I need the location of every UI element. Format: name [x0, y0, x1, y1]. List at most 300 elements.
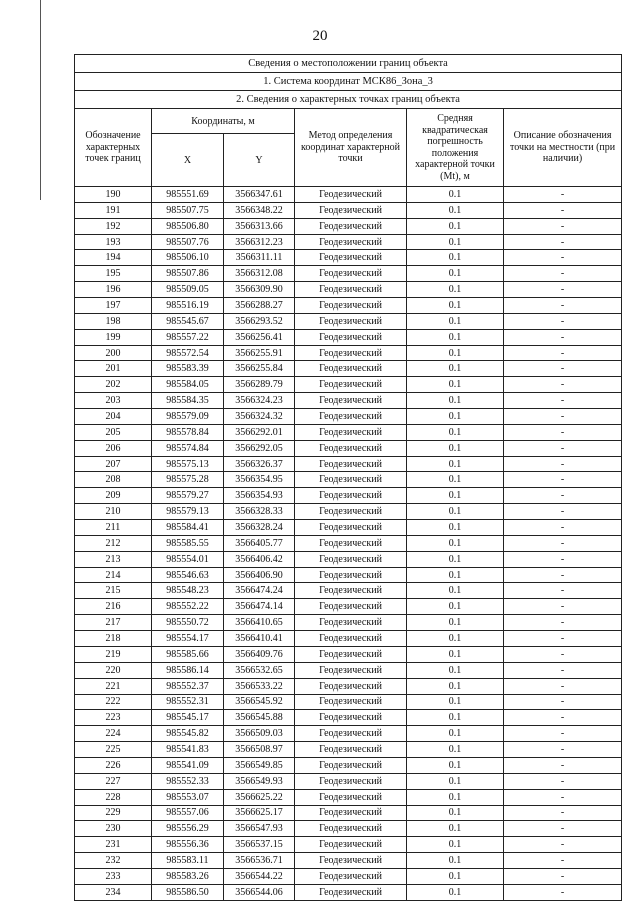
coord-y-cell: 3566544.22: [224, 868, 295, 884]
error-cell: 0.1: [407, 202, 504, 218]
coord-x-cell: 985541.09: [152, 757, 224, 773]
error-cell: 0.1: [407, 345, 504, 361]
point-number-cell: 230: [75, 821, 152, 837]
error-cell: 0.1: [407, 710, 504, 726]
coord-y-cell: 3566410.65: [224, 615, 295, 631]
coord-x-cell: 985507.86: [152, 266, 224, 282]
coord-x-cell: 985552.31: [152, 694, 224, 710]
method-cell: Геодезический: [295, 345, 407, 361]
coord-x-cell: 985572.54: [152, 345, 224, 361]
coord-y-cell: 3566354.93: [224, 488, 295, 504]
coord-y-cell: 3566328.24: [224, 520, 295, 536]
method-cell: Геодезический: [295, 853, 407, 869]
table-row: [75, 853, 622, 869]
method-cell: Геодезический: [295, 488, 407, 504]
table-title: Сведения о местоположении границ объекта: [75, 55, 622, 73]
description-cell: -: [504, 250, 622, 266]
error-cell: 0.1: [407, 424, 504, 440]
point-number-cell: 223: [75, 710, 152, 726]
error-cell: 0.1: [407, 472, 504, 488]
point-number-cell: 213: [75, 551, 152, 567]
error-cell: 0.1: [407, 599, 504, 615]
coord-x-cell: 985584.35: [152, 393, 224, 409]
error-cell: 0.1: [407, 440, 504, 456]
description-cell: -: [504, 520, 622, 536]
table-row: [75, 456, 622, 472]
error-cell: 0.1: [407, 567, 504, 583]
table-row: [75, 440, 622, 456]
error-cell: 0.1: [407, 409, 504, 425]
table-row: [75, 393, 622, 409]
method-cell: Геодезический: [295, 599, 407, 615]
table-row: [75, 488, 622, 504]
description-cell: -: [504, 409, 622, 425]
description-cell: -: [504, 440, 622, 456]
coord-y-cell: 3566324.23: [224, 393, 295, 409]
description-cell: -: [504, 345, 622, 361]
method-cell: Геодезический: [295, 757, 407, 773]
coord-y-cell: 3566347.61: [224, 187, 295, 203]
error-cell: 0.1: [407, 282, 504, 298]
coord-y-cell: 3566625.17: [224, 805, 295, 821]
description-cell: -: [504, 313, 622, 329]
description-cell: -: [504, 662, 622, 678]
coord-x-cell: 985556.36: [152, 837, 224, 853]
method-cell: Геодезический: [295, 187, 407, 203]
description-cell: -: [504, 821, 622, 837]
method-cell: Геодезический: [295, 631, 407, 647]
point-number-cell: 195: [75, 266, 152, 282]
method-cell: Геодезический: [295, 535, 407, 551]
table-row: [75, 837, 622, 853]
coord-x-cell: 985584.41: [152, 520, 224, 536]
point-number-cell: 190: [75, 187, 152, 203]
point-number-cell: 210: [75, 504, 152, 520]
method-cell: Геодезический: [295, 567, 407, 583]
method-cell: Геодезический: [295, 868, 407, 884]
coord-y-cell: 3566474.24: [224, 583, 295, 599]
table-row: [75, 868, 622, 884]
point-number-cell: 208: [75, 472, 152, 488]
method-cell: Геодезический: [295, 821, 407, 837]
point-number-cell: 209: [75, 488, 152, 504]
coord-x-cell: 985557.06: [152, 805, 224, 821]
table-row: [75, 694, 622, 710]
point-number-cell: 212: [75, 535, 152, 551]
point-number-cell: 211: [75, 520, 152, 536]
coord-x-cell: 985583.39: [152, 361, 224, 377]
method-cell: Геодезический: [295, 805, 407, 821]
page-number: 20: [312, 28, 328, 44]
point-number-cell: 191: [75, 202, 152, 218]
coord-y-cell: 3566354.95: [224, 472, 295, 488]
error-cell: 0.1: [407, 520, 504, 536]
coord-x-cell: 985586.14: [152, 662, 224, 678]
error-cell: 0.1: [407, 377, 504, 393]
error-cell: 0.1: [407, 805, 504, 821]
coord-y-cell: 3566537.15: [224, 837, 295, 853]
error-cell: 0.1: [407, 615, 504, 631]
method-cell: Геодезический: [295, 520, 407, 536]
header-error: Средняя квадратическая погрешность положения характерной точки (Mt), м: [407, 109, 504, 187]
coord-y-cell: 3566289.79: [224, 377, 295, 393]
error-cell: 0.1: [407, 313, 504, 329]
method-cell: Геодезический: [295, 710, 407, 726]
description-cell: -: [504, 805, 622, 821]
description-cell: -: [504, 456, 622, 472]
table-row: [75, 282, 622, 298]
coord-x-cell: 985552.22: [152, 599, 224, 615]
method-cell: Геодезический: [295, 298, 407, 314]
point-number-cell: 204: [75, 409, 152, 425]
description-cell: -: [504, 694, 622, 710]
point-number-cell: 201: [75, 361, 152, 377]
description-cell: -: [504, 837, 622, 853]
point-number-cell: 232: [75, 853, 152, 869]
table-row: [75, 789, 622, 805]
coord-y-cell: 3566292.01: [224, 424, 295, 440]
method-cell: Геодезический: [295, 472, 407, 488]
coord-x-cell: 985575.28: [152, 472, 224, 488]
point-number-cell: 221: [75, 678, 152, 694]
table-row: [75, 520, 622, 536]
coord-y-cell: 3566409.76: [224, 646, 295, 662]
point-number-cell: 219: [75, 646, 152, 662]
method-cell: Геодезический: [295, 662, 407, 678]
point-number-cell: 229: [75, 805, 152, 821]
point-number-cell: 202: [75, 377, 152, 393]
table-row: [75, 821, 622, 837]
method-cell: Геодезический: [295, 282, 407, 298]
description-cell: -: [504, 599, 622, 615]
method-cell: Геодезический: [295, 551, 407, 567]
coord-x-cell: 985554.01: [152, 551, 224, 567]
table-row: [75, 535, 622, 551]
table-row: [75, 567, 622, 583]
coord-x-cell: 985509.05: [152, 282, 224, 298]
description-cell: -: [504, 298, 622, 314]
coord-x-cell: 985556.29: [152, 821, 224, 837]
table-row: [75, 202, 622, 218]
method-cell: Геодезический: [295, 773, 407, 789]
description-cell: -: [504, 567, 622, 583]
coord-x-cell: 985545.17: [152, 710, 224, 726]
coord-y-cell: 3566312.08: [224, 266, 295, 282]
point-number-cell: 217: [75, 615, 152, 631]
header-y: Y: [224, 134, 295, 187]
description-cell: -: [504, 551, 622, 567]
method-cell: Геодезический: [295, 440, 407, 456]
description-cell: -: [504, 329, 622, 345]
description-cell: -: [504, 393, 622, 409]
error-cell: 0.1: [407, 393, 504, 409]
coord-y-cell: 3566406.42: [224, 551, 295, 567]
description-cell: -: [504, 678, 622, 694]
description-cell: -: [504, 472, 622, 488]
coord-y-cell: 3566508.97: [224, 742, 295, 758]
description-cell: -: [504, 377, 622, 393]
table-row: [75, 472, 622, 488]
table-row: [75, 329, 622, 345]
description-cell: -: [504, 884, 622, 900]
error-cell: 0.1: [407, 504, 504, 520]
description-cell: -: [504, 202, 622, 218]
coord-x-cell: 985516.19: [152, 298, 224, 314]
coord-y-cell: 3566410.41: [224, 631, 295, 647]
coord-y-cell: 3566255.91: [224, 345, 295, 361]
error-cell: 0.1: [407, 631, 504, 647]
point-number-cell: 215: [75, 583, 152, 599]
point-number-cell: 228: [75, 789, 152, 805]
coord-x-cell: 985548.23: [152, 583, 224, 599]
description-cell: -: [504, 710, 622, 726]
error-cell: 0.1: [407, 266, 504, 282]
method-cell: Геодезический: [295, 742, 407, 758]
point-number-cell: 193: [75, 234, 152, 250]
point-number-cell: 192: [75, 218, 152, 234]
method-cell: Геодезический: [295, 504, 407, 520]
table-row: [75, 726, 622, 742]
error-cell: 0.1: [407, 298, 504, 314]
method-cell: Геодезический: [295, 678, 407, 694]
coord-y-cell: 3566328.33: [224, 504, 295, 520]
description-cell: -: [504, 631, 622, 647]
error-cell: 0.1: [407, 662, 504, 678]
coord-x-cell: 985545.82: [152, 726, 224, 742]
point-number-cell: 199: [75, 329, 152, 345]
point-number-cell: 218: [75, 631, 152, 647]
point-number-cell: 197: [75, 298, 152, 314]
error-cell: 0.1: [407, 456, 504, 472]
coord-y-cell: 3566625.22: [224, 789, 295, 805]
method-cell: Геодезический: [295, 202, 407, 218]
description-cell: -: [504, 742, 622, 758]
coord-x-cell: 985584.05: [152, 377, 224, 393]
description-cell: -: [504, 646, 622, 662]
header-designation: Обозначение характерных точек границ: [75, 109, 152, 187]
description-cell: -: [504, 361, 622, 377]
method-cell: Геодезический: [295, 377, 407, 393]
coord-x-cell: 985550.72: [152, 615, 224, 631]
error-cell: 0.1: [407, 234, 504, 250]
coord-x-cell: 985506.10: [152, 250, 224, 266]
description-cell: -: [504, 187, 622, 203]
point-number-cell: 222: [75, 694, 152, 710]
coord-y-cell: 3566536.71: [224, 853, 295, 869]
coord-y-cell: 3566326.37: [224, 456, 295, 472]
coord-y-cell: 3566293.52: [224, 313, 295, 329]
coord-x-cell: 985546.63: [152, 567, 224, 583]
error-cell: 0.1: [407, 726, 504, 742]
coord-x-cell: 985552.33: [152, 773, 224, 789]
coord-y-cell: 3566406.90: [224, 567, 295, 583]
error-cell: 0.1: [407, 789, 504, 805]
table-row: [75, 504, 622, 520]
table-row: [75, 409, 622, 425]
coord-y-cell: 3566405.77: [224, 535, 295, 551]
method-cell: Геодезический: [295, 694, 407, 710]
coord-y-cell: 3566288.27: [224, 298, 295, 314]
description-cell: -: [504, 424, 622, 440]
coord-x-cell: 985554.17: [152, 631, 224, 647]
coord-y-cell: 3566474.14: [224, 599, 295, 615]
table-row: [75, 298, 622, 314]
coord-y-cell: 3566256.41: [224, 329, 295, 345]
description-cell: -: [504, 234, 622, 250]
description-cell: -: [504, 583, 622, 599]
coord-x-cell: 985583.26: [152, 868, 224, 884]
section-title: 2. Сведения о характерных точках границ объекта: [75, 91, 622, 109]
error-cell: 0.1: [407, 646, 504, 662]
error-cell: 0.1: [407, 837, 504, 853]
coord-y-cell: 3566549.85: [224, 757, 295, 773]
coord-x-cell: 985553.07: [152, 789, 224, 805]
error-cell: 0.1: [407, 742, 504, 758]
error-cell: 0.1: [407, 218, 504, 234]
table-row: [75, 250, 622, 266]
method-cell: Геодезический: [295, 615, 407, 631]
error-cell: 0.1: [407, 757, 504, 773]
table-row: [75, 234, 622, 250]
error-cell: 0.1: [407, 821, 504, 837]
table-row: [75, 615, 622, 631]
coord-y-cell: 3566309.90: [224, 282, 295, 298]
description-cell: -: [504, 757, 622, 773]
error-cell: 0.1: [407, 678, 504, 694]
coord-x-cell: 985578.84: [152, 424, 224, 440]
description-cell: -: [504, 535, 622, 551]
table-row: [75, 631, 622, 647]
method-cell: Геодезический: [295, 266, 407, 282]
description-cell: -: [504, 218, 622, 234]
table-row: [75, 313, 622, 329]
method-cell: Геодезический: [295, 250, 407, 266]
error-cell: 0.1: [407, 583, 504, 599]
table-row: [75, 377, 622, 393]
point-number-cell: 206: [75, 440, 152, 456]
description-cell: -: [504, 282, 622, 298]
method-cell: Геодезический: [295, 583, 407, 599]
table-row: [75, 646, 622, 662]
coord-y-cell: 3566549.93: [224, 773, 295, 789]
table-row: [75, 345, 622, 361]
header-coordinates: Координаты, м: [152, 109, 295, 134]
error-cell: 0.1: [407, 329, 504, 345]
method-cell: Геодезический: [295, 837, 407, 853]
header-description: Описание обозначения точки на местности (при наличии): [504, 109, 622, 187]
error-cell: 0.1: [407, 884, 504, 900]
point-number-cell: 220: [75, 662, 152, 678]
coord-x-cell: 985583.11: [152, 853, 224, 869]
point-number-cell: 196: [75, 282, 152, 298]
coord-x-cell: 985552.37: [152, 678, 224, 694]
description-cell: -: [504, 504, 622, 520]
point-number-cell: 203: [75, 393, 152, 409]
coord-y-cell: 3566312.23: [224, 234, 295, 250]
description-cell: -: [504, 488, 622, 504]
coord-x-cell: 985507.75: [152, 202, 224, 218]
table-row: [75, 266, 622, 282]
coord-x-cell: 985579.09: [152, 409, 224, 425]
coord-y-cell: 3566348.22: [224, 202, 295, 218]
table-row: [75, 187, 622, 203]
error-cell: 0.1: [407, 773, 504, 789]
method-cell: Геодезический: [295, 361, 407, 377]
coord-x-cell: 985585.55: [152, 535, 224, 551]
point-number-cell: 198: [75, 313, 152, 329]
error-cell: 0.1: [407, 853, 504, 869]
error-cell: 0.1: [407, 535, 504, 551]
coord-x-cell: 985585.66: [152, 646, 224, 662]
method-cell: Геодезический: [295, 646, 407, 662]
table-row: [75, 773, 622, 789]
table-row: [75, 424, 622, 440]
table-row: [75, 662, 622, 678]
coord-x-cell: 985575.13: [152, 456, 224, 472]
coord-y-cell: 3566255.84: [224, 361, 295, 377]
table-row: [75, 583, 622, 599]
description-cell: -: [504, 853, 622, 869]
description-cell: -: [504, 789, 622, 805]
method-cell: Геодезический: [295, 726, 407, 742]
table-row: [75, 884, 622, 900]
description-cell: -: [504, 266, 622, 282]
boundary-points-table: [74, 54, 622, 901]
table-row: [75, 678, 622, 694]
point-number-cell: 226: [75, 757, 152, 773]
point-number-cell: 207: [75, 456, 152, 472]
coord-y-cell: 3566292.05: [224, 440, 295, 456]
point-number-cell: 227: [75, 773, 152, 789]
table-row: [75, 361, 622, 377]
header-x: X: [152, 134, 224, 187]
point-number-cell: 205: [75, 424, 152, 440]
method-cell: Геодезический: [295, 884, 407, 900]
coord-y-cell: 3566311.11: [224, 250, 295, 266]
method-cell: Геодезический: [295, 234, 407, 250]
coord-y-cell: 3566547.93: [224, 821, 295, 837]
coord-x-cell: 985507.76: [152, 234, 224, 250]
description-cell: -: [504, 726, 622, 742]
description-cell: -: [504, 615, 622, 631]
point-number-cell: 194: [75, 250, 152, 266]
point-number-cell: 233: [75, 868, 152, 884]
point-number-cell: 234: [75, 884, 152, 900]
method-cell: Геодезический: [295, 329, 407, 345]
coord-x-cell: 985579.27: [152, 488, 224, 504]
table-row: [75, 805, 622, 821]
point-number-cell: 224: [75, 726, 152, 742]
point-number-cell: 200: [75, 345, 152, 361]
point-number-cell: 225: [75, 742, 152, 758]
coord-x-cell: 985574.84: [152, 440, 224, 456]
coord-y-cell: 3566509.03: [224, 726, 295, 742]
table-row: [75, 599, 622, 615]
error-cell: 0.1: [407, 694, 504, 710]
coord-x-cell: 985579.13: [152, 504, 224, 520]
error-cell: 0.1: [407, 250, 504, 266]
error-cell: 0.1: [407, 488, 504, 504]
coord-y-cell: 3566313.66: [224, 218, 295, 234]
coord-y-cell: 3566533.22: [224, 678, 295, 694]
table-row: [75, 710, 622, 726]
point-number-cell: 216: [75, 599, 152, 615]
coord-x-cell: 985541.83: [152, 742, 224, 758]
table-row: [75, 218, 622, 234]
coord-x-cell: 985557.22: [152, 329, 224, 345]
method-cell: Геодезический: [295, 456, 407, 472]
header-method: Метод определения координат характерной точки: [295, 109, 407, 187]
